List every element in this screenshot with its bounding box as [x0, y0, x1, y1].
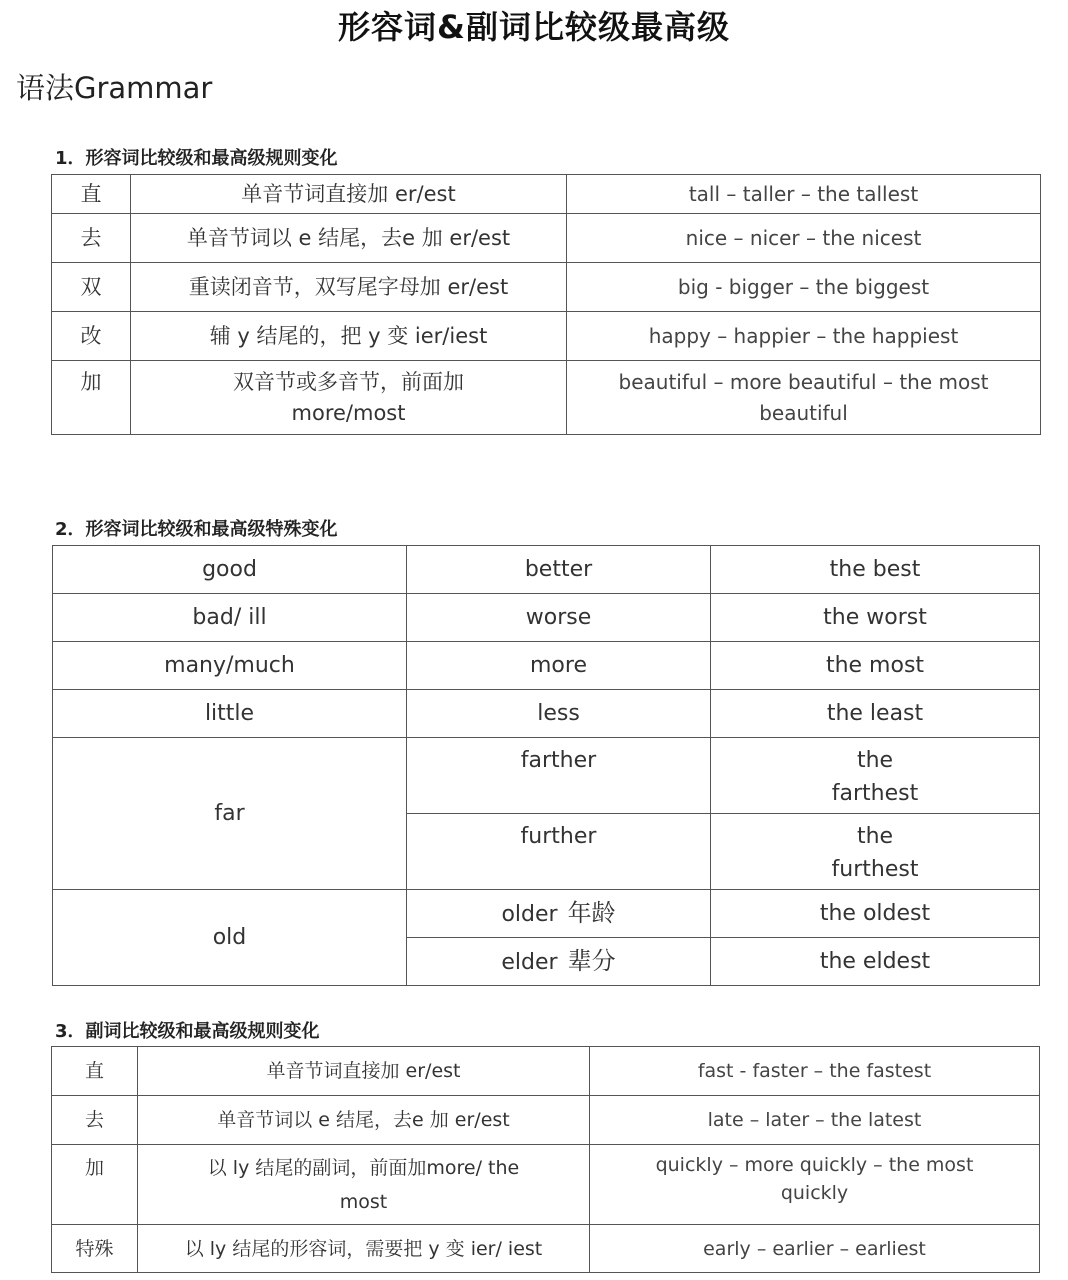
table-row: [52, 1096, 1040, 1145]
rule-key: 加: [52, 361, 131, 435]
comparative-word: older: [501, 901, 558, 927]
rule-example: [567, 361, 1041, 435]
comparative-note: 年龄: [567, 898, 616, 927]
page-title: 形容词&副词比较级最高级: [338, 8, 730, 46]
rule-text: 单音节词以 e 结尾，去e 加 er/est: [131, 214, 567, 263]
rule-key: 去: [52, 1096, 138, 1145]
base-form: bad/ ill: [53, 594, 407, 642]
rule-text-line: 以 ly 结尾的副词，前面加more/ the: [207, 1156, 520, 1179]
comparative-note: 辈分: [567, 946, 616, 975]
rule-text: 单音节词直接加 er/est: [131, 175, 567, 214]
base-form: many/much: [53, 642, 407, 690]
base-form: good: [53, 546, 407, 594]
table-row: [53, 890, 1040, 938]
comparative-form: more: [407, 642, 711, 690]
table-row: [52, 312, 1041, 361]
table-row: [52, 175, 1041, 214]
rule-key: 改: [52, 312, 131, 361]
rule-text-line: 双音节或多音节，前面加: [233, 369, 464, 394]
page-subtitle: 语法Grammar: [16, 71, 213, 105]
table-row: [52, 263, 1041, 312]
superlative-form: [711, 738, 1040, 814]
section3-heading: 3．副词比较级和最高级规则变化: [55, 1021, 320, 1042]
rule-key: 加: [52, 1145, 138, 1225]
rule-text-line: most: [339, 1190, 388, 1213]
adjective-irregular-table: [52, 545, 1040, 986]
section2-heading: 2．形容词比较级和最高级特殊变化: [55, 519, 338, 540]
rule-text: 单音节词直接加 er/est: [138, 1047, 590, 1096]
rule-example: tall – taller – the tallest: [567, 175, 1041, 214]
rule-example-line: quickly – more quickly – the most: [655, 1154, 974, 1176]
comparative-form: further: [407, 814, 711, 890]
superlative-form: the most: [711, 642, 1040, 690]
section1-heading: 1．形容词比较级和最高级规则变化: [55, 148, 338, 169]
rule-example: fast - faster – the fastest: [590, 1047, 1040, 1096]
base-form: little: [53, 690, 407, 738]
rule-key: 直: [52, 175, 131, 214]
rule-example: late – later – the latest: [590, 1096, 1040, 1145]
rule-text: 单音节词以 e 结尾，去e 加 er/est: [138, 1096, 590, 1145]
rule-example: [590, 1145, 1040, 1225]
superlative-line: the: [856, 824, 894, 849]
rule-text: 重读闭音节，双写尾字母加 er/est: [131, 263, 567, 312]
rule-example-line: quickly: [780, 1182, 849, 1204]
comparative-form: farther: [407, 738, 711, 814]
superlative-line: the: [856, 748, 894, 773]
table-row: [53, 594, 1040, 642]
base-form: far: [53, 738, 407, 890]
rule-example: big - bigger – the biggest: [567, 263, 1041, 312]
rule-text-line: more/most: [291, 400, 406, 425]
superlative-form: the eldest: [711, 938, 1040, 986]
rule-example: early – earlier – earliest: [590, 1225, 1040, 1273]
comparative-form: worse: [407, 594, 711, 642]
rule-example-line: beautiful: [759, 400, 848, 425]
table-row: [52, 1225, 1040, 1273]
base-form: old: [53, 890, 407, 986]
superlative-form: [711, 814, 1040, 890]
superlative-line: farthest: [831, 781, 919, 806]
table-row: [52, 361, 1041, 435]
table-row: [53, 642, 1040, 690]
superlative-line: furthest: [831, 857, 919, 882]
comparative-form: less: [407, 690, 711, 738]
table-row: [53, 738, 1040, 814]
superlative-form: the worst: [711, 594, 1040, 642]
superlative-form: the oldest: [711, 890, 1040, 938]
adjective-regular-table: [51, 174, 1041, 435]
table-row: [52, 214, 1041, 263]
table-row: [52, 1145, 1040, 1225]
table-row: [53, 690, 1040, 738]
comparative-form: [407, 890, 711, 938]
table-row: [53, 546, 1040, 594]
adverb-regular-table: [51, 1046, 1040, 1273]
rule-text: [138, 1145, 590, 1225]
comparative-form: [407, 938, 711, 986]
rule-text: 以 ly 结尾的形容词，需要把 y 变 ier/ iest: [138, 1225, 590, 1273]
superlative-form: the best: [711, 546, 1040, 594]
rule-text: [131, 361, 567, 435]
rule-example: happy – happier – the happiest: [567, 312, 1041, 361]
rule-example: nice – nicer – the nicest: [567, 214, 1041, 263]
superlative-form: the least: [711, 690, 1040, 738]
comparative-word: elder: [501, 949, 558, 975]
comparative-form: better: [407, 546, 711, 594]
rule-text: 辅 y 结尾的，把 y 变 ier/iest: [131, 312, 567, 361]
rule-key: 双: [52, 263, 131, 312]
rule-key: 直: [52, 1047, 138, 1096]
rule-example-line: beautiful – more beautiful – the most: [618, 369, 989, 394]
table-row: [52, 1047, 1040, 1096]
rule-key: 去: [52, 214, 131, 263]
rule-key: 特殊: [52, 1225, 138, 1273]
